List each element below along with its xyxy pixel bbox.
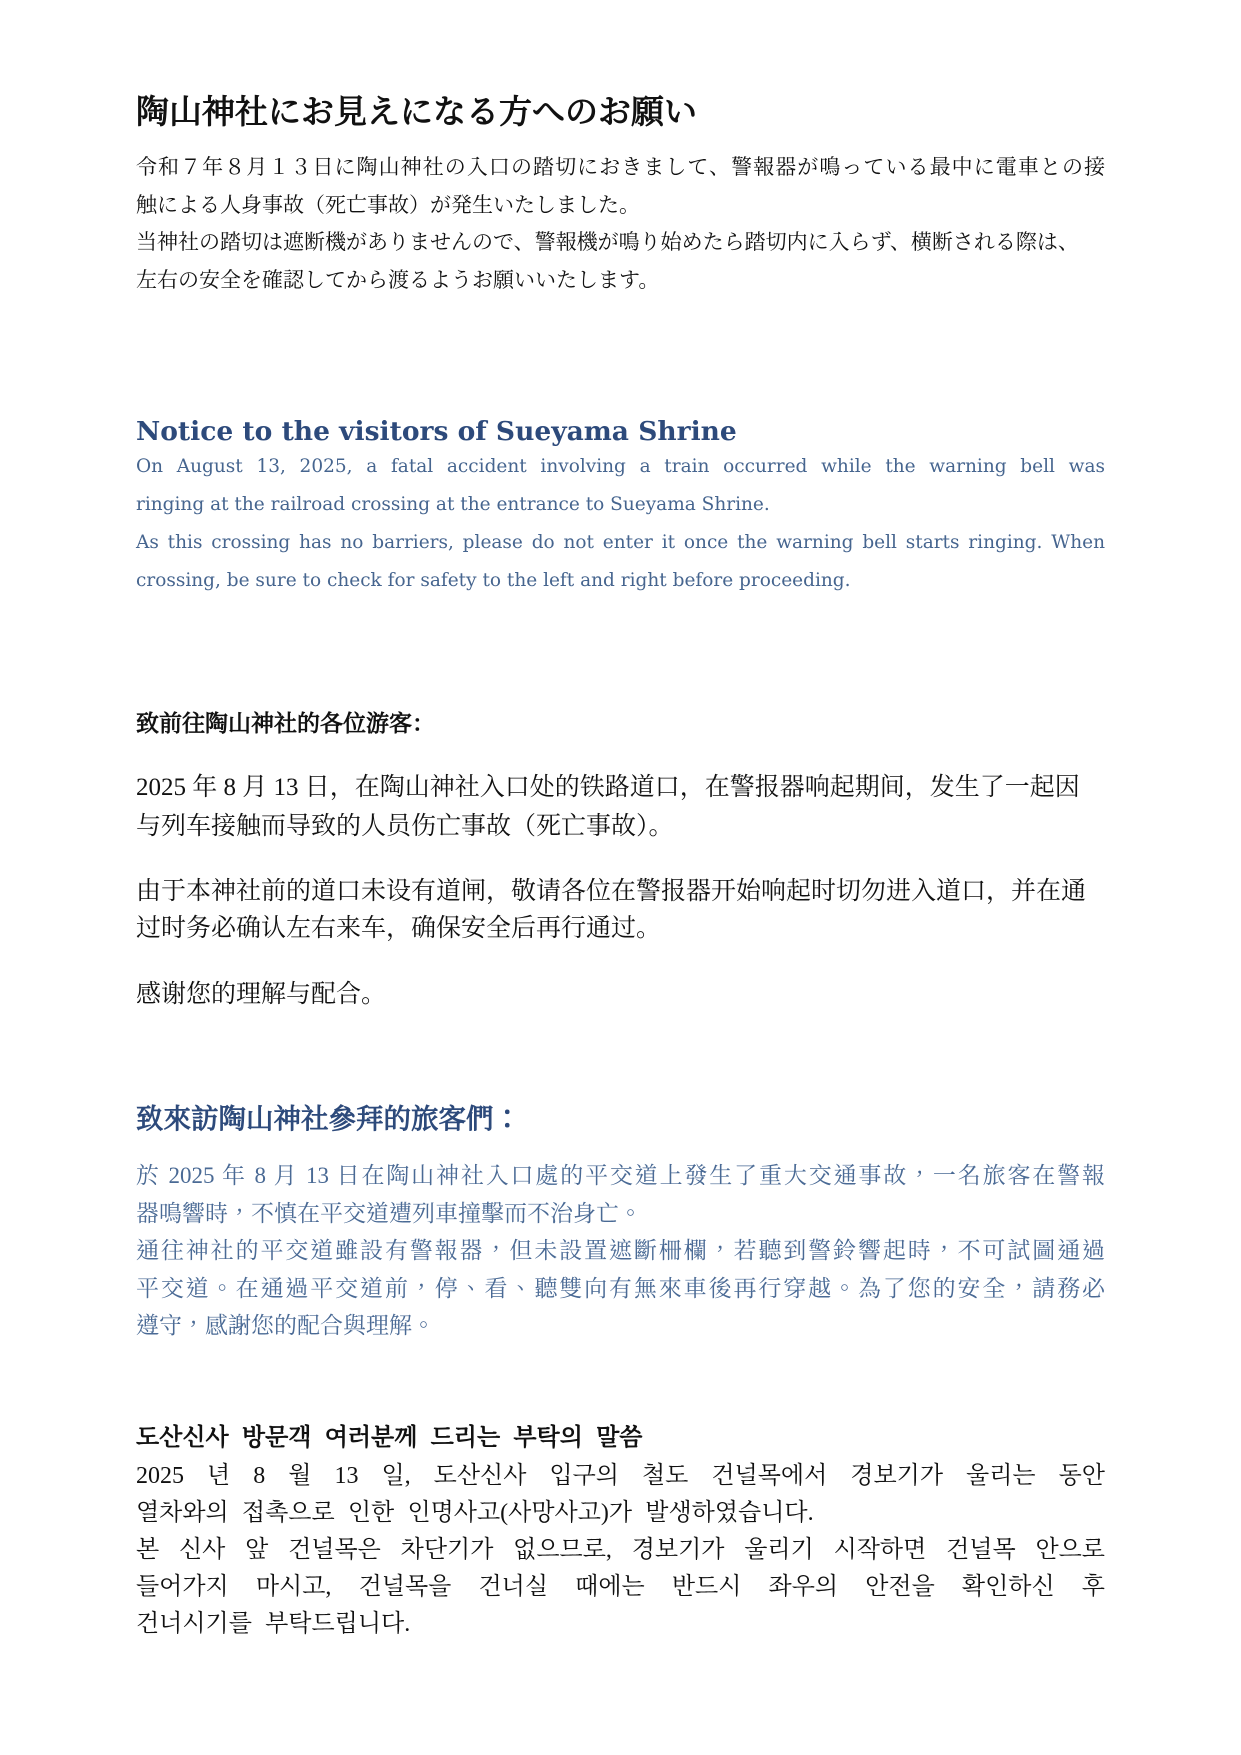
simplified-chinese-line: 由于本神社前的道口未设有道闸，敬请各位在警报器开始响起时切勿进入道口，并在通 — [136, 878, 1087, 905]
english-line: On August 13, 2025, a fatal accident involving a train occurred while the warning bell was — [136, 456, 1105, 477]
japanese-line: 当神社の踏切は遮断機がありませんので、警報機が鳴り始めたら踏切内に入らず、横断される際は、 — [136, 230, 1079, 254]
traditional-chinese-line: 於 2025 年 8 月 13 日在陶山神社入口處的平交道上發生了重大交通事故，一名旅客在警報 — [136, 1163, 1105, 1188]
simplified-chinese-line: 2025 年 8 月 13 日，在陶山神社入口处的铁路道口，在警报器响起期间，发生了一起因 — [136, 773, 1080, 801]
korean-heading: 도산신사 방문객 여러분께 드리는 부탁의 말씀 — [136, 1425, 643, 1451]
traditional-chinese-line: 平交道。在通過平交道前，停、看、聽雙向有無來車後再行穿越。為了您的安全，請務必 — [136, 1275, 1105, 1301]
japanese-line: 左右の安全を確認してから渡るようお願いいたします。 — [136, 267, 660, 292]
english-body — [136, 448, 1105, 600]
simplified-chinese-line: 与列车接触而导致的人员伤亡事故（死亡事故）。 — [136, 812, 674, 840]
traditional-chinese-line: 器鳴響時，不慎在平交道遭列車撞擊而不治身亡。 — [136, 1200, 642, 1226]
japanese-paragraph — [136, 224, 1105, 299]
english-paragraph — [136, 524, 1105, 600]
traditional-chinese-paragraph — [136, 1157, 1105, 1232]
english-line: As this crossing has no barriers, please do not enter it once the warning bell starts ringing. When — [136, 532, 1105, 553]
korean-line: 2025 년 8 월 13 일, 도산신사 입구의 철도 건널목에서 경보기가 울리는 동안 — [136, 1462, 1105, 1489]
english-line: ringing at the railroad crossing at the entrance to Sueyama Shrine. — [136, 494, 770, 515]
traditional-chinese-line: 通往神社的平交道雖設有警報器，但未設置遮斷柵欄，若聽到警鈴響起時，不可試圖通過 — [136, 1238, 1105, 1263]
traditional-chinese-body — [136, 1157, 1105, 1345]
simplified-chinese-paragraph — [136, 873, 1105, 947]
japanese-paragraph — [136, 149, 1105, 224]
simplified-chinese-heading: 致前往陶山神社的各位游客： — [136, 711, 435, 736]
korean-line: 본 신사 앞 건널목은 차단기가 없으므로, 경보기가 울리기 시작하면 건널목 안으로 — [136, 1536, 1105, 1563]
english-title: Notice to the visitors of Sueyama Shrine — [136, 416, 737, 447]
korean-line: 들어가지 마시고, 건널목을 건너실 때에는 반드시 좌우의 안전을 확인하신 후 — [136, 1573, 1105, 1600]
korean-paragraph — [136, 1458, 1105, 1532]
traditional-chinese-paragraph — [136, 1232, 1105, 1345]
english-paragraph — [136, 448, 1105, 524]
english-line: crossing, be sure to check for safety to the left and right before proceeding. — [136, 570, 851, 591]
simplified-chinese-line: 过时务必确认左右来车，确保安全后再行通过。 — [136, 915, 662, 942]
korean-body — [136, 1458, 1105, 1643]
simplified-chinese-line: 感谢您的理解与配合。 — [136, 981, 387, 1008]
japanese-line: 令和７年８月１３日に陶山神社の入口の踏切におきまして、警報器が鳴っている最中に電車との接 — [136, 155, 1105, 179]
simplified-chinese-paragraph — [136, 976, 1105, 1014]
korean-line: 열차와의 접촉으로 인한 인명사고(사망사고)가 발생하였습니다. — [136, 1499, 814, 1526]
traditional-chinese-heading: 致來訪陶山神社參拜的旅客們： — [136, 1103, 521, 1134]
japanese-line: 触による人身事故（死亡事故）が発生いたしました。 — [136, 192, 640, 217]
traditional-chinese-line: 遵守，感謝您的配合與理解。 — [136, 1313, 435, 1338]
japanese-title: 陶山神社にお見えになる方へのお願い — [136, 92, 697, 131]
japanese-body — [136, 149, 1105, 299]
simplified-chinese-paragraph — [136, 768, 1105, 846]
korean-line: 건너시기를 부탁드립니다. — [136, 1610, 411, 1637]
korean-paragraph — [136, 1532, 1105, 1643]
